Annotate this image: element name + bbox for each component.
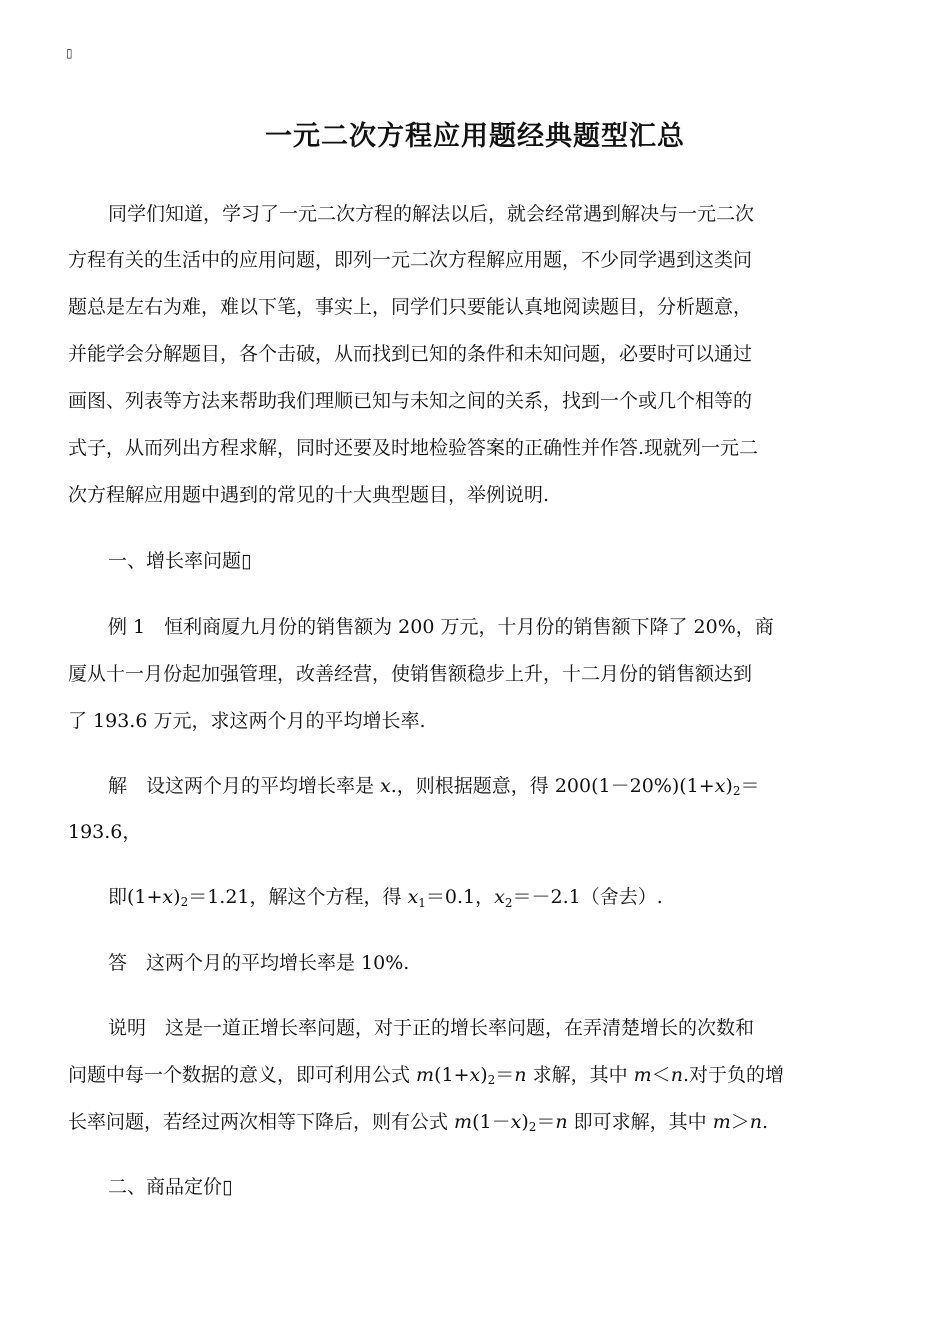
solution-line: 即(1+x)2＝1.21，解这个方程，得 $x_1=0.1$，$x_2=-2.1$（舍去）. bbox=[108, 886, 663, 910]
answer-line: 答 这两个月的平均增长率是 10%. bbox=[108, 952, 410, 974]
corner-mark: ▯ bbox=[66, 46, 73, 60]
intro-line: 式子，从而列出方程求解，同时还要及时地检验答案的正确性并作答.现就列一元二 bbox=[68, 437, 759, 459]
page-title: 一元二次方程应用题经典题型汇总 bbox=[265, 121, 685, 152]
example-line: 了 193.6 万元，求这两个月的平均增长率. bbox=[68, 710, 426, 732]
intro-line: 次方程解应用题中遇到的常见的十大典型题目，举例说明. bbox=[68, 484, 550, 506]
example-line: 例 1 恒利商厦九月份的销售额为 200 万元，十月份的销售额下降了 20%，商 bbox=[108, 616, 774, 638]
solution-line: 193.6， bbox=[68, 821, 142, 843]
intro-line: 并能学会分解题目，各个击破，从而找到已知的条件和未知问题，必要时可以通过 bbox=[68, 343, 753, 365]
note-line: 长率问题，若经过两次相等下降后，则有公式 m(1－x)2＝n 即可求解，其中 m＞n. bbox=[68, 1111, 769, 1134]
intro-line: 方程有关的生活中的应用问题，即列一元二次方程解应用题，不少同学遇到这类问 bbox=[68, 249, 753, 271]
note-line: 说明 这是一道正增长率问题，对于正的增长率问题，在弄清楚增长的次数和 bbox=[108, 1017, 755, 1039]
section-heading-2: 二、商品定价▯ bbox=[108, 1176, 233, 1198]
solution-line: 解 设这两个月的平均增长率是 x.，则根据题意，得 200(1－20%)(1+x)2＝ bbox=[108, 775, 760, 798]
note-line: 问题中每一个数据的意义，即可利用公式 m(1+x)2＝n 求解，其中 m＜n.对于负的增 bbox=[68, 1064, 784, 1087]
example-line: 厦从十一月份起加强管理，改善经营，使销售额稳步上升，十二月份的销售额达到 bbox=[68, 663, 753, 685]
intro-line: 同学们知道，学习了一元二次方程的解法以后，就会经常遇到解决与一元二次 bbox=[108, 203, 755, 225]
intro-line: 画图、列表等方法来帮助我们理顺已知与未知之间的关系，找到一个或几个相等的 bbox=[68, 390, 753, 412]
intro-line: 题总是左右为难，难以下笔，事实上，同学们只要能认真地阅读题目，分析题意， bbox=[68, 296, 753, 318]
section-heading-1: 一、增长率问题▯ bbox=[108, 550, 252, 572]
